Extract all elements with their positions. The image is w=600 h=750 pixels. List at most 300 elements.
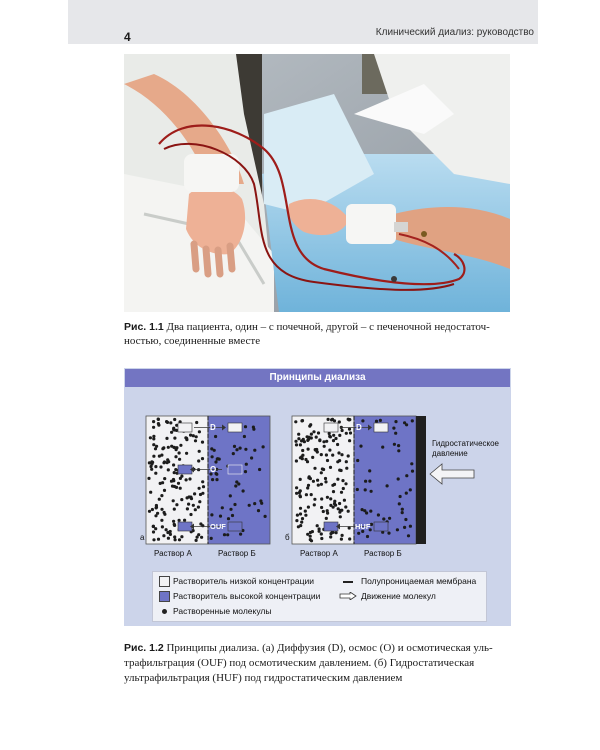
molecule-dot [172,463,175,466]
molecule-dot [253,449,256,452]
figure-1-number: Рис. 1.1 [124,321,164,333]
molecule-dot [344,482,347,485]
molecule-dot [368,469,371,472]
molecule-dot [151,508,154,511]
molecule-dot [189,434,192,437]
molecule-dot [320,497,323,500]
molecule-dot [152,538,155,541]
molecule-dot [252,428,255,431]
molecule-dot [347,454,350,457]
molecule-dot [239,533,242,536]
molecule-dot [405,474,408,477]
molecule-dot [318,530,321,533]
molecule-dot [309,423,312,426]
molecule-dot [300,419,303,422]
molecule-dot [392,427,395,430]
molecule-dot [178,458,181,461]
molecule-dot [299,478,302,481]
molecule-dot [161,447,164,450]
molecule-dot [331,454,334,457]
molecule-dot [304,510,307,513]
molecule-dot [307,476,310,479]
figure-1-caption-line2: ностью, соединенные вместе [124,335,261,347]
molecule-dot [348,439,351,442]
molecule-dot [295,459,298,462]
molecule-dot [411,419,414,422]
panel-a-right-label: Раствор Б [218,549,256,558]
molecule-dot [341,479,344,482]
molecule-dot [332,506,335,509]
molecule-dot [340,453,343,456]
molecule-dot [324,480,327,483]
molecule-dot [313,467,316,470]
molecule-dot [149,465,152,468]
molecule-dot [336,460,339,463]
molecule-dot [321,467,324,470]
molecule-dot [233,503,236,506]
molecule-dot [309,538,312,541]
molecule-dot [410,462,413,465]
molecule-dot [185,438,188,441]
molecule-dot [242,489,245,492]
molecule-dot [170,480,173,483]
molecule-dot [318,439,321,442]
molecule-dot [333,500,336,503]
molecule-dot [356,488,359,491]
molecule-dot [229,494,232,497]
molecule-dot [338,502,341,505]
molecule-dot [198,450,201,453]
molecule-dot [179,444,182,447]
molecule-dot [201,441,204,444]
molecule-dot [386,484,389,487]
molecule-dot [169,421,172,424]
molecule-dot [337,451,340,454]
molecule-dot [180,498,183,501]
patients-photo [124,54,510,312]
molecule-dot [232,452,235,455]
molecule-dot [332,490,335,493]
molecule-dot [312,430,315,433]
molecule-dot [340,538,343,541]
molecule-dot [396,528,399,531]
molecule-dot [201,480,204,483]
molecule-dot [152,426,155,429]
molecule-dot [159,465,162,468]
molecule-dot [234,484,237,487]
molecule-dot [382,517,385,520]
panel-a-label-o: O [210,465,217,474]
molecule-dot [348,537,351,540]
molecule-dot [329,497,332,500]
panel-a-label-ouf: OUF [210,522,226,531]
molecule-dot [198,500,201,503]
molecule-dot [334,504,337,507]
molecule-dot [307,484,310,487]
molecule-dot [158,498,161,501]
molecule-dot [341,534,344,537]
molecule-dot [175,503,178,506]
molecule-dot [301,517,304,520]
molecule-dot [173,508,176,511]
molecule-dot [248,504,251,507]
molecule-dot [322,440,325,443]
molecule-dot [298,491,301,494]
molecule-dot [338,434,341,437]
molecule-dot [328,432,331,435]
molecule-dot [335,531,338,534]
molecule-dot [210,513,213,516]
molecule-dot [310,493,313,496]
molecule-dot [158,455,161,458]
legend-movement-arrow-icon [339,592,357,600]
page-number: 4 [124,30,131,44]
molecule-dot [162,534,165,537]
molecule-dot [317,431,320,434]
molecule-dot [347,510,350,513]
molecule-dot [211,455,214,458]
molecule-dot [320,506,323,509]
panel-b-left-label: Раствор А [300,549,338,558]
molecule-dot [328,449,331,452]
molecule-dot [361,508,364,511]
molecule-dot [183,519,186,522]
molecule-dot [314,449,317,452]
molecule-dot [172,499,175,502]
molecule-dot [304,458,307,461]
molecule-dot [245,463,248,466]
molecule-dot [198,430,201,433]
legend [152,571,487,622]
molecule-dot [253,502,256,505]
molecule-dot [397,449,400,452]
molecule-dot [379,419,382,422]
molecule-dot [194,508,197,511]
molecule-dot [323,445,326,448]
molecule-dot [348,418,351,421]
molecule-dot [331,418,334,421]
molecule-dot [364,480,367,483]
molecule-dot [154,472,157,475]
molecule-dot [309,531,312,534]
molecule-dot [178,519,181,522]
molecule-dot [324,477,327,480]
molecule-dot [250,456,253,459]
molecule-dot [172,520,175,523]
molecule-dot [300,439,303,442]
molecule-dot [295,519,298,522]
molecule-dot [214,460,217,463]
molecule-dot [215,478,218,481]
molecule-dot [244,425,247,428]
molecule-dot [388,517,391,520]
molecule-dot [301,449,304,452]
molecule-dot [192,434,195,437]
molecule-dot [325,517,328,520]
molecule-dot [195,539,198,542]
molecule-dot [210,537,213,540]
molecule-dot [401,508,404,511]
molecule-dot [154,465,157,468]
molecule-dot [178,538,181,541]
figure-2-caption [124,641,516,686]
molecule-dot [178,451,181,454]
molecule-dot [334,437,337,440]
molecule-dot [231,514,234,517]
molecule-dot [214,435,217,438]
molecule-dot [188,477,191,480]
molecule-dot [160,508,163,511]
molecule-dot [173,437,176,440]
figure-2-caption-line2: трафильтрация (OUF) под осмотическим давлением. (б) Гидростатическая [124,657,475,669]
molecule-dot [170,431,173,434]
figure-1-caption-line1: Два пациента, один – с почечной, другой – с печеночной недостаточ- [166,321,490,333]
molecule-dot [197,506,200,509]
pressure-label-line2: давление [432,449,468,458]
molecule-dot [152,443,155,446]
molecule-dot [227,517,230,520]
molecule-dot [149,436,152,439]
molecule-dot [163,460,166,463]
molecule-dot [299,443,302,446]
molecule-dot [337,507,340,510]
molecule-dot [154,514,157,517]
legend-molecules: Растворенные молекулы [173,606,272,616]
molecule-dot [243,435,246,438]
molecule-dot [297,437,300,440]
molecule-dot [148,510,151,513]
molecule-dot [307,506,310,509]
molecule-dot [357,532,360,535]
molecule-dot [349,431,352,434]
molecule-dot [155,445,158,448]
molecule-dot [192,504,195,507]
molecule-dot [152,435,155,438]
molecule-dot [179,487,182,490]
molecule-dot [345,467,348,470]
molecule-dot [233,445,236,448]
molecule-dot [167,537,170,540]
molecule-dot [325,440,328,443]
molecule-dot [310,433,313,436]
molecule-dot [244,448,247,451]
molecule-dot [219,515,222,518]
molecule-dot [359,445,362,448]
molecule-dot [332,434,335,437]
molecule-dot [299,524,302,527]
molecule-dot [387,532,390,535]
molecule-dot [170,445,173,448]
molecule-dot [332,439,335,442]
molecule-dot [315,436,318,439]
molecule-dot [345,432,348,435]
molecule-dot [152,525,155,528]
molecule-dot [152,420,155,423]
pressure-arrow-icon [430,464,474,484]
molecule-dot [202,485,205,488]
molecule-dot [213,449,216,452]
panel-b-label-d: D [356,423,362,432]
molecule-dot [216,457,219,460]
molecule-dot [313,498,316,501]
molecule-dot [150,468,153,471]
molecule-dot [229,508,232,511]
molecule-dot [340,469,343,472]
legend-low-swatch [159,576,170,587]
molecule-dot [161,525,164,528]
molecule-dot [366,535,369,538]
panel-b-right-label: Раствор Б [364,549,402,558]
molecule-dot [397,477,400,480]
panel-a-letter: а [140,533,145,542]
molecule-dot [173,471,176,474]
molecule-dot [198,487,201,490]
dialysis-principles-figure [124,368,511,626]
molecule-dot [258,468,261,471]
molecule-dot [404,518,407,521]
molecule-dot [294,440,297,443]
molecule-dot [150,460,153,463]
molecule-dot [397,444,400,447]
molecule-dot [307,436,310,439]
legend-high-swatch [159,591,170,602]
molecule-dot [195,421,198,424]
molecule-dot [311,456,314,459]
molecule-dot [172,428,175,431]
molecule-dot [157,422,160,425]
molecule-dot [320,483,323,486]
molecule-dot [167,446,170,449]
molecule-dot [295,486,298,489]
molecule-dot [348,428,351,431]
panel-a-left-label: Раствор А [154,549,192,558]
panel-b-piston [416,416,426,544]
molecule-dot [235,480,238,483]
molecule-dot [167,468,170,471]
molecule-dot [309,535,312,538]
molecule-dot [295,492,298,495]
molecule-dot [405,492,408,495]
molecule-dot [340,491,343,494]
molecule-dot [411,470,414,473]
legend-low-conc: Растворитель низкой концентрации [173,576,315,586]
molecule-dot [326,509,329,512]
molecule-dot [303,440,306,443]
molecule-dot [336,478,339,481]
molecule-dot [316,479,319,482]
molecule-dot [157,538,160,541]
molecule-dot [317,484,320,487]
molecule-dot [326,496,329,499]
molecule-dot [200,536,203,539]
molecule-dot [165,528,168,531]
molecule-dot [185,478,188,481]
molecule-dot [299,512,302,515]
molecule-dot [177,482,180,485]
figure-2-number: Рис. 1.2 [124,642,164,654]
molecule-dot [175,448,178,451]
molecule-dot [175,429,178,432]
molecule-dot [320,453,323,456]
molecule-dot [223,533,226,536]
molecule-dot [322,510,325,513]
molecule-dot [301,454,304,457]
molecule-dot [173,485,176,488]
molecule-dot [160,519,163,522]
figure-2-caption-line3: ультрафильтрация (HUF) под гидростатическим давлением [124,672,403,684]
molecule-dot [169,530,172,533]
panel-a-label-d: D [210,423,216,432]
molecule-dot [393,443,396,446]
molecule-dot [307,448,310,451]
molecule-dot [304,514,307,517]
molecule-dot [329,535,332,538]
molecule-dot [166,458,169,461]
molecule-dot [343,499,346,502]
molecule-dot [226,533,229,536]
molecule-dot [394,432,397,435]
molecule-dot [375,420,378,423]
molecule-dot [327,418,330,421]
molecule-dot [195,435,198,438]
molecule-dot [313,503,316,506]
molecule-dot [320,532,323,535]
molecule-dot [296,514,299,517]
molecule-dot [197,459,200,462]
molecule-dot [368,480,371,483]
molecule-dot [166,421,169,424]
molecule-dot [326,459,329,462]
molecule-dot [173,418,176,421]
molecule-dot [257,509,260,512]
molecule-dot [345,460,348,463]
molecule-dot [370,490,373,493]
molecule-dot [325,453,328,456]
molecule-dot [165,437,168,440]
legend-membrane-dash [343,581,353,583]
molecule-dot [297,433,300,436]
molecule-dot [299,507,302,510]
figure-1-caption [124,320,516,348]
molecule-dot [180,475,183,478]
figure-2-caption-line1: Принципы диализа. (а) Диффузия (D), осмос (O) и осмотическая уль- [166,642,493,654]
dialysis-diagram [124,388,511,588]
molecule-dot [300,521,303,524]
molecule-dot [163,511,166,514]
molecule-dot [160,494,163,497]
molecule-dot [329,532,332,535]
molecule-dot [305,493,308,496]
molecule-dot [260,502,263,505]
molecule-dot [299,456,302,459]
molecule-dot [147,477,150,480]
molecule-dot [188,495,191,498]
molecule-dot [403,526,406,529]
molecule-dot [377,513,380,516]
figure-2-title: Принципы диализа [125,369,510,387]
molecule-dot [174,468,177,471]
molecule-dot [197,533,200,536]
molecule-dot [342,487,345,490]
molecule-dot [320,471,323,474]
molecule-dot [298,494,301,497]
molecule-dot [394,420,397,423]
molecule-dot [174,455,177,458]
legend-molecule-dot [162,609,167,614]
molecule-dot [401,511,404,514]
molecule-dot [239,447,242,450]
legend-movement: Движение молекул [361,591,436,601]
